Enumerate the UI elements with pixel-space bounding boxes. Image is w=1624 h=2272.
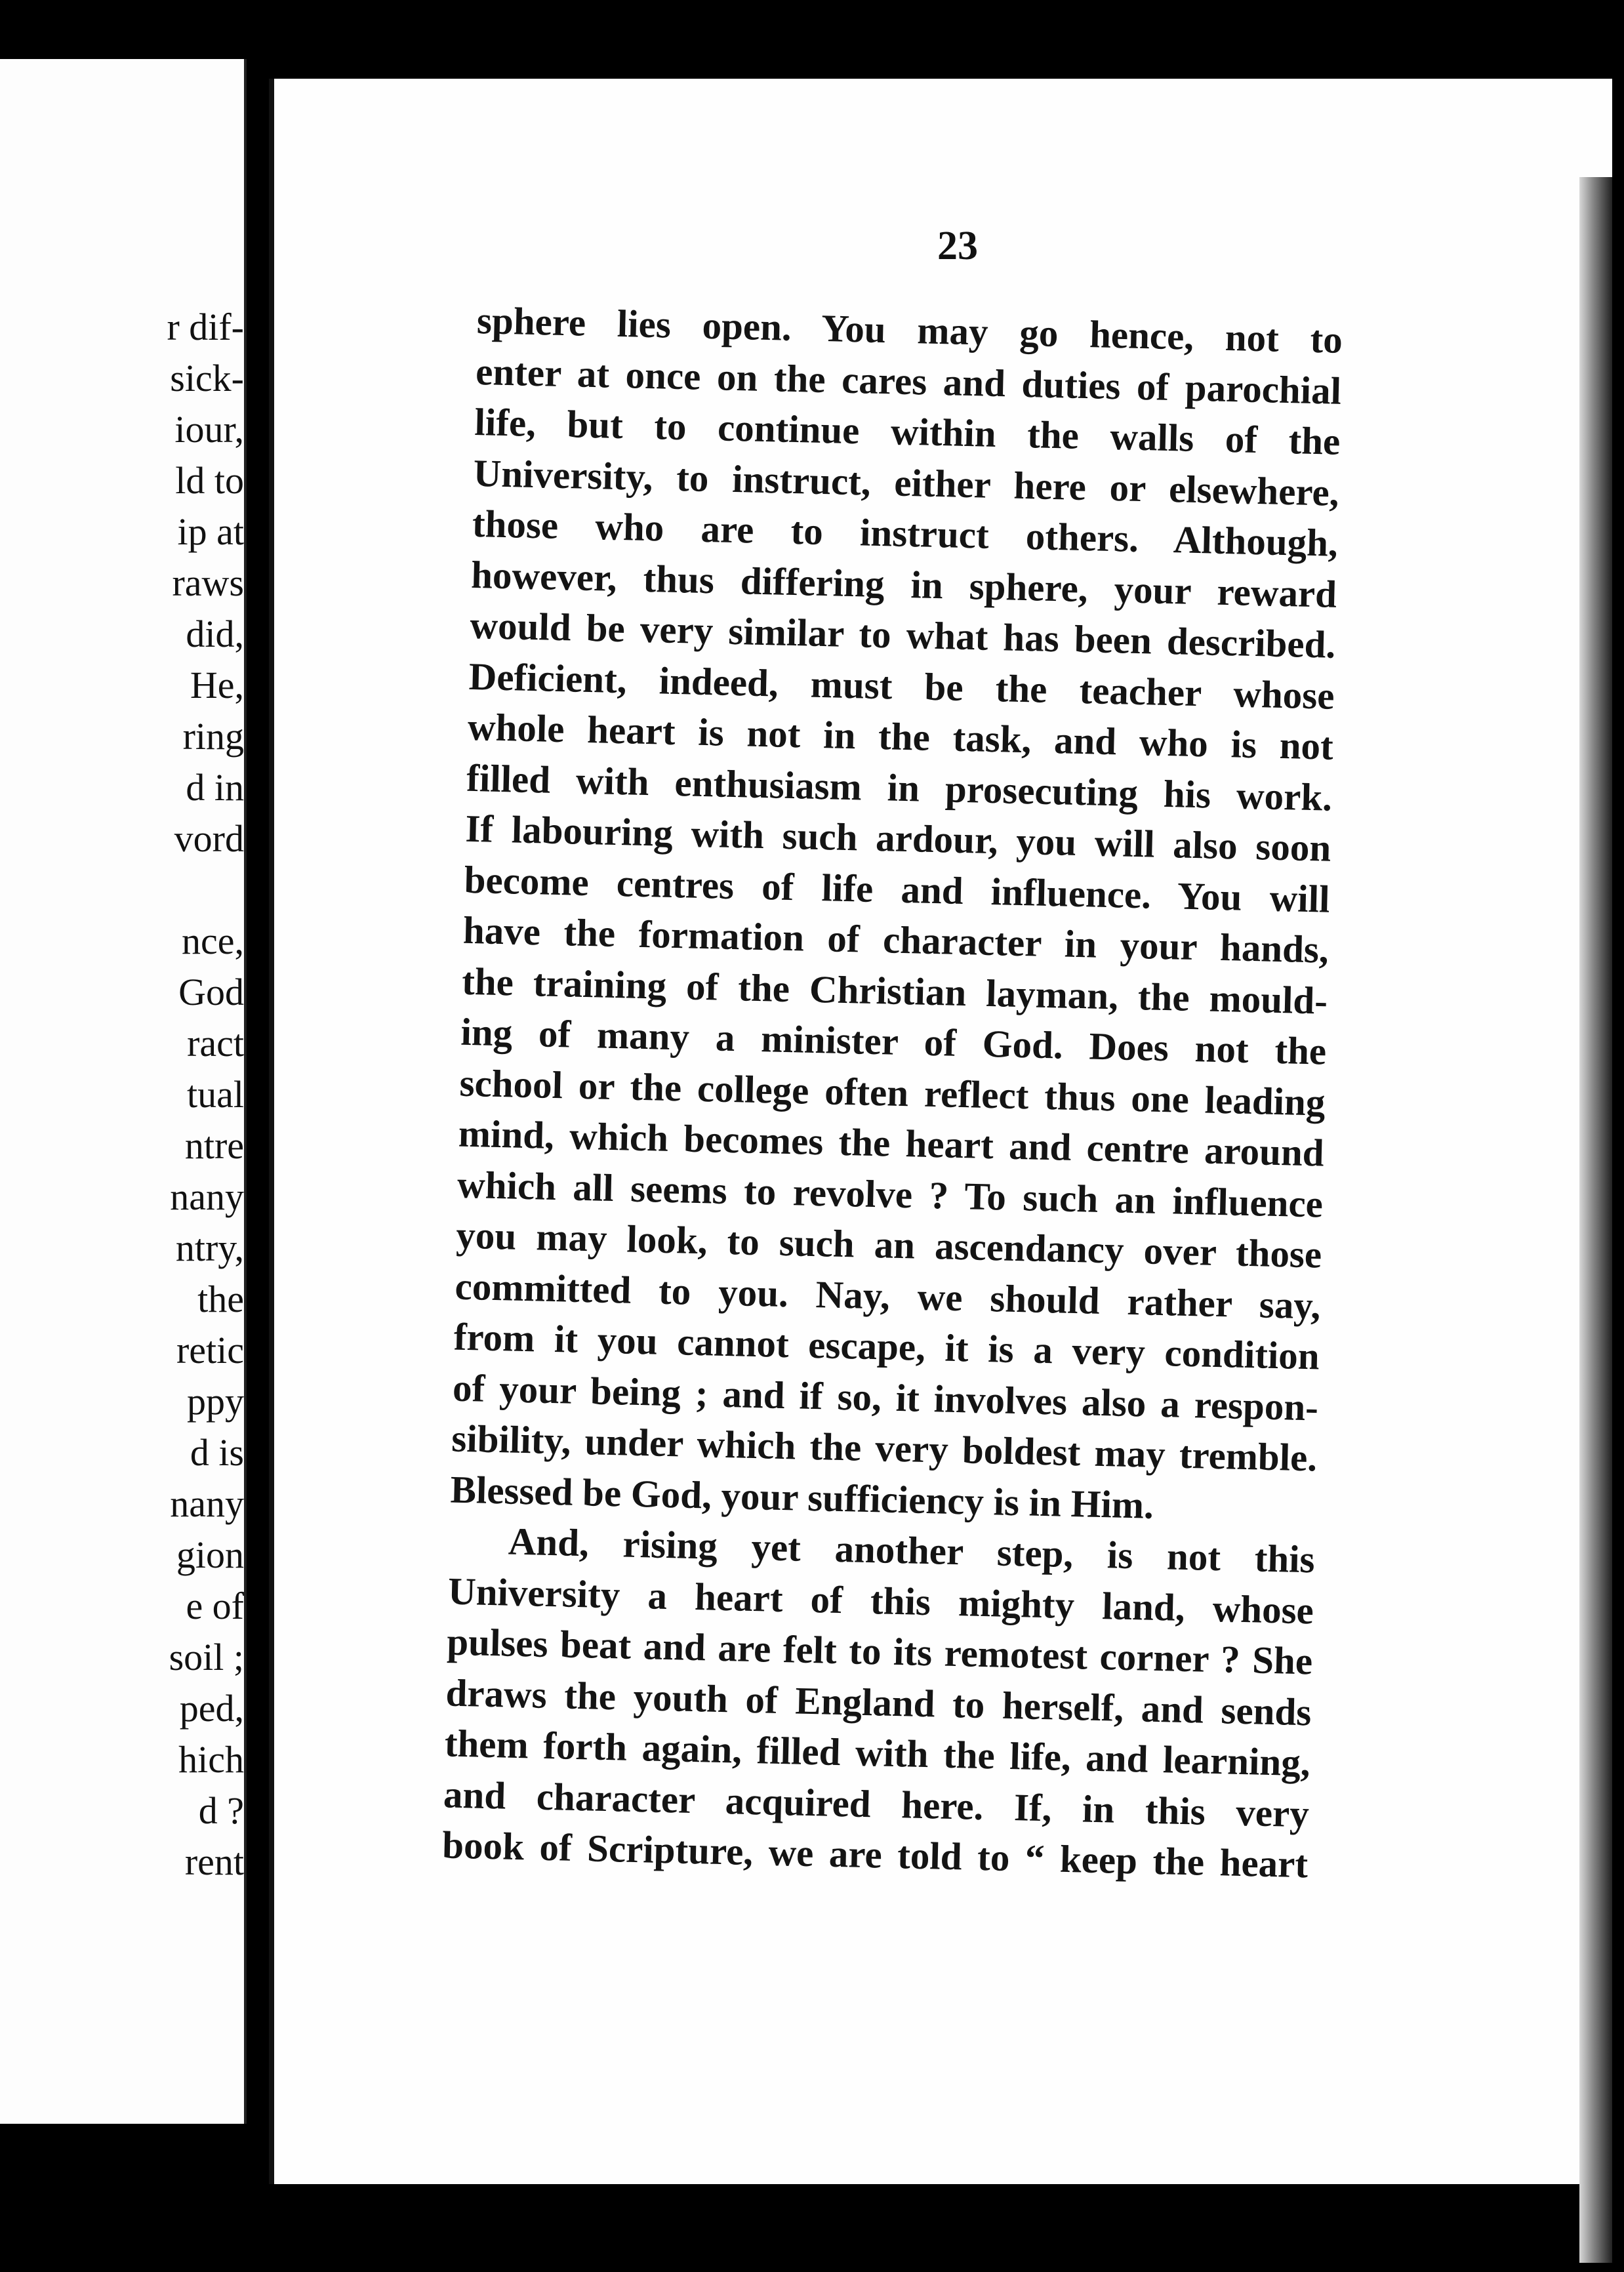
facing-line: iour, [174, 408, 244, 451]
text-line: the training of the Christian layman, the mould- [461, 959, 1328, 1023]
text-line: mind, which becomes the heart and centre around [458, 1111, 1325, 1175]
text-line: have the formation of character in your hands, [462, 908, 1330, 971]
facing-line: ntre [184, 1124, 244, 1167]
facing-line: God [178, 971, 244, 1013]
text-line: whole heart is not in the task, and who is not [467, 704, 1334, 768]
facing-page-fragment [0, 59, 247, 2124]
facing-paragraph-gap [167, 864, 244, 916]
text-line: ing of many a minister of God. Does not the [460, 1009, 1327, 1073]
facing-line: He, [190, 664, 244, 706]
text-line: from it you cannot escape, it is a very condition [453, 1314, 1320, 1378]
facing-line: nany [170, 1175, 244, 1218]
facing-line: d in [186, 766, 244, 809]
facing-line: ntry, [175, 1227, 244, 1269]
text-line: committed to you. Nay, we should rather say, [454, 1264, 1322, 1328]
facing-line: rent [184, 1840, 244, 1883]
text-line: school or the college often reflect thus one leading [459, 1061, 1326, 1124]
text-line: would be very similar to what has been described. [469, 603, 1336, 666]
text-line: become centres of life and influence. You will [464, 857, 1331, 921]
facing-line: gion [176, 1533, 244, 1576]
book-page [269, 79, 1612, 2184]
facing-line: ld to [175, 459, 244, 502]
text-line: however, thus differing in sphere, your reward [470, 552, 1337, 616]
facing-page-line-ends [167, 302, 244, 1888]
text-line: of your being ; and if so, it involves also a respon- [452, 1366, 1319, 1429]
text-line: And, rising yet another step, is not this [508, 1519, 1316, 1581]
facing-line: d ? [198, 1789, 244, 1832]
facing-line: did, [186, 613, 244, 655]
page-number: 23 [937, 224, 978, 268]
text-line: those who are to instruct others. Although, [472, 501, 1339, 565]
facing-line: ract [187, 1022, 244, 1065]
text-line: sphere lies open. You may go hence, not to [476, 298, 1343, 361]
text-line: draws the youth of England to herself, and sends [445, 1670, 1312, 1734]
facing-line: ip at [177, 510, 244, 553]
body-text [441, 295, 1343, 1890]
facing-line: raws [172, 561, 244, 604]
text-line: book of Scripture, we are told to “ keep the heart [441, 1823, 1309, 1886]
facing-line: the [197, 1278, 244, 1320]
text-line: If labouring with such ardour, you will also soon [464, 806, 1331, 870]
text-line: them forth again, filled with the life, and learning, [444, 1721, 1311, 1785]
facing-line: vord [174, 817, 244, 860]
facing-line: ppy [187, 1380, 244, 1423]
text-line: Blessed be God, your sufficiency is in Him. [449, 1467, 1154, 1527]
text-line: sibility, under which the very boldest may tremble. [451, 1416, 1318, 1480]
text-line: pulses beat and are felt to its remotest corner ? She [446, 1619, 1313, 1683]
facing-line: retic [176, 1329, 244, 1371]
facing-line: ring [182, 715, 244, 758]
text-line: you may look, to such an ascendancy over those [455, 1213, 1322, 1276]
facing-line: hich [178, 1738, 244, 1781]
page-edge-shadow [1579, 177, 1612, 2263]
facing-line: sick- [170, 357, 244, 399]
facing-line: e of [186, 1585, 244, 1627]
facing-line: nany [170, 1482, 244, 1525]
text-line: filled with enthusiasm in prosecuting his work. [466, 756, 1333, 819]
text-line: University a heart of this mighty land, whose [447, 1569, 1314, 1632]
text-line: enter at once on the cares and duties of parochial [475, 349, 1342, 413]
facing-line: r dif- [167, 306, 244, 348]
text-line: which all seems to revolve ? To such an influence [457, 1162, 1324, 1226]
text-line: and character acquired here. If, in this very [443, 1772, 1310, 1835]
facing-line: d is [190, 1431, 244, 1474]
facing-line: nce, [182, 920, 244, 962]
text-line: University, to instruct, either here or elsewhere, [473, 451, 1340, 514]
text-line: life, but to continue within the walls of the [474, 399, 1341, 463]
text-line: Deficient, indeed, must be the teacher whose [468, 654, 1335, 718]
facing-line: ped, [179, 1687, 244, 1730]
facing-line: tual [187, 1073, 244, 1116]
facing-line: soil ; [169, 1636, 244, 1678]
